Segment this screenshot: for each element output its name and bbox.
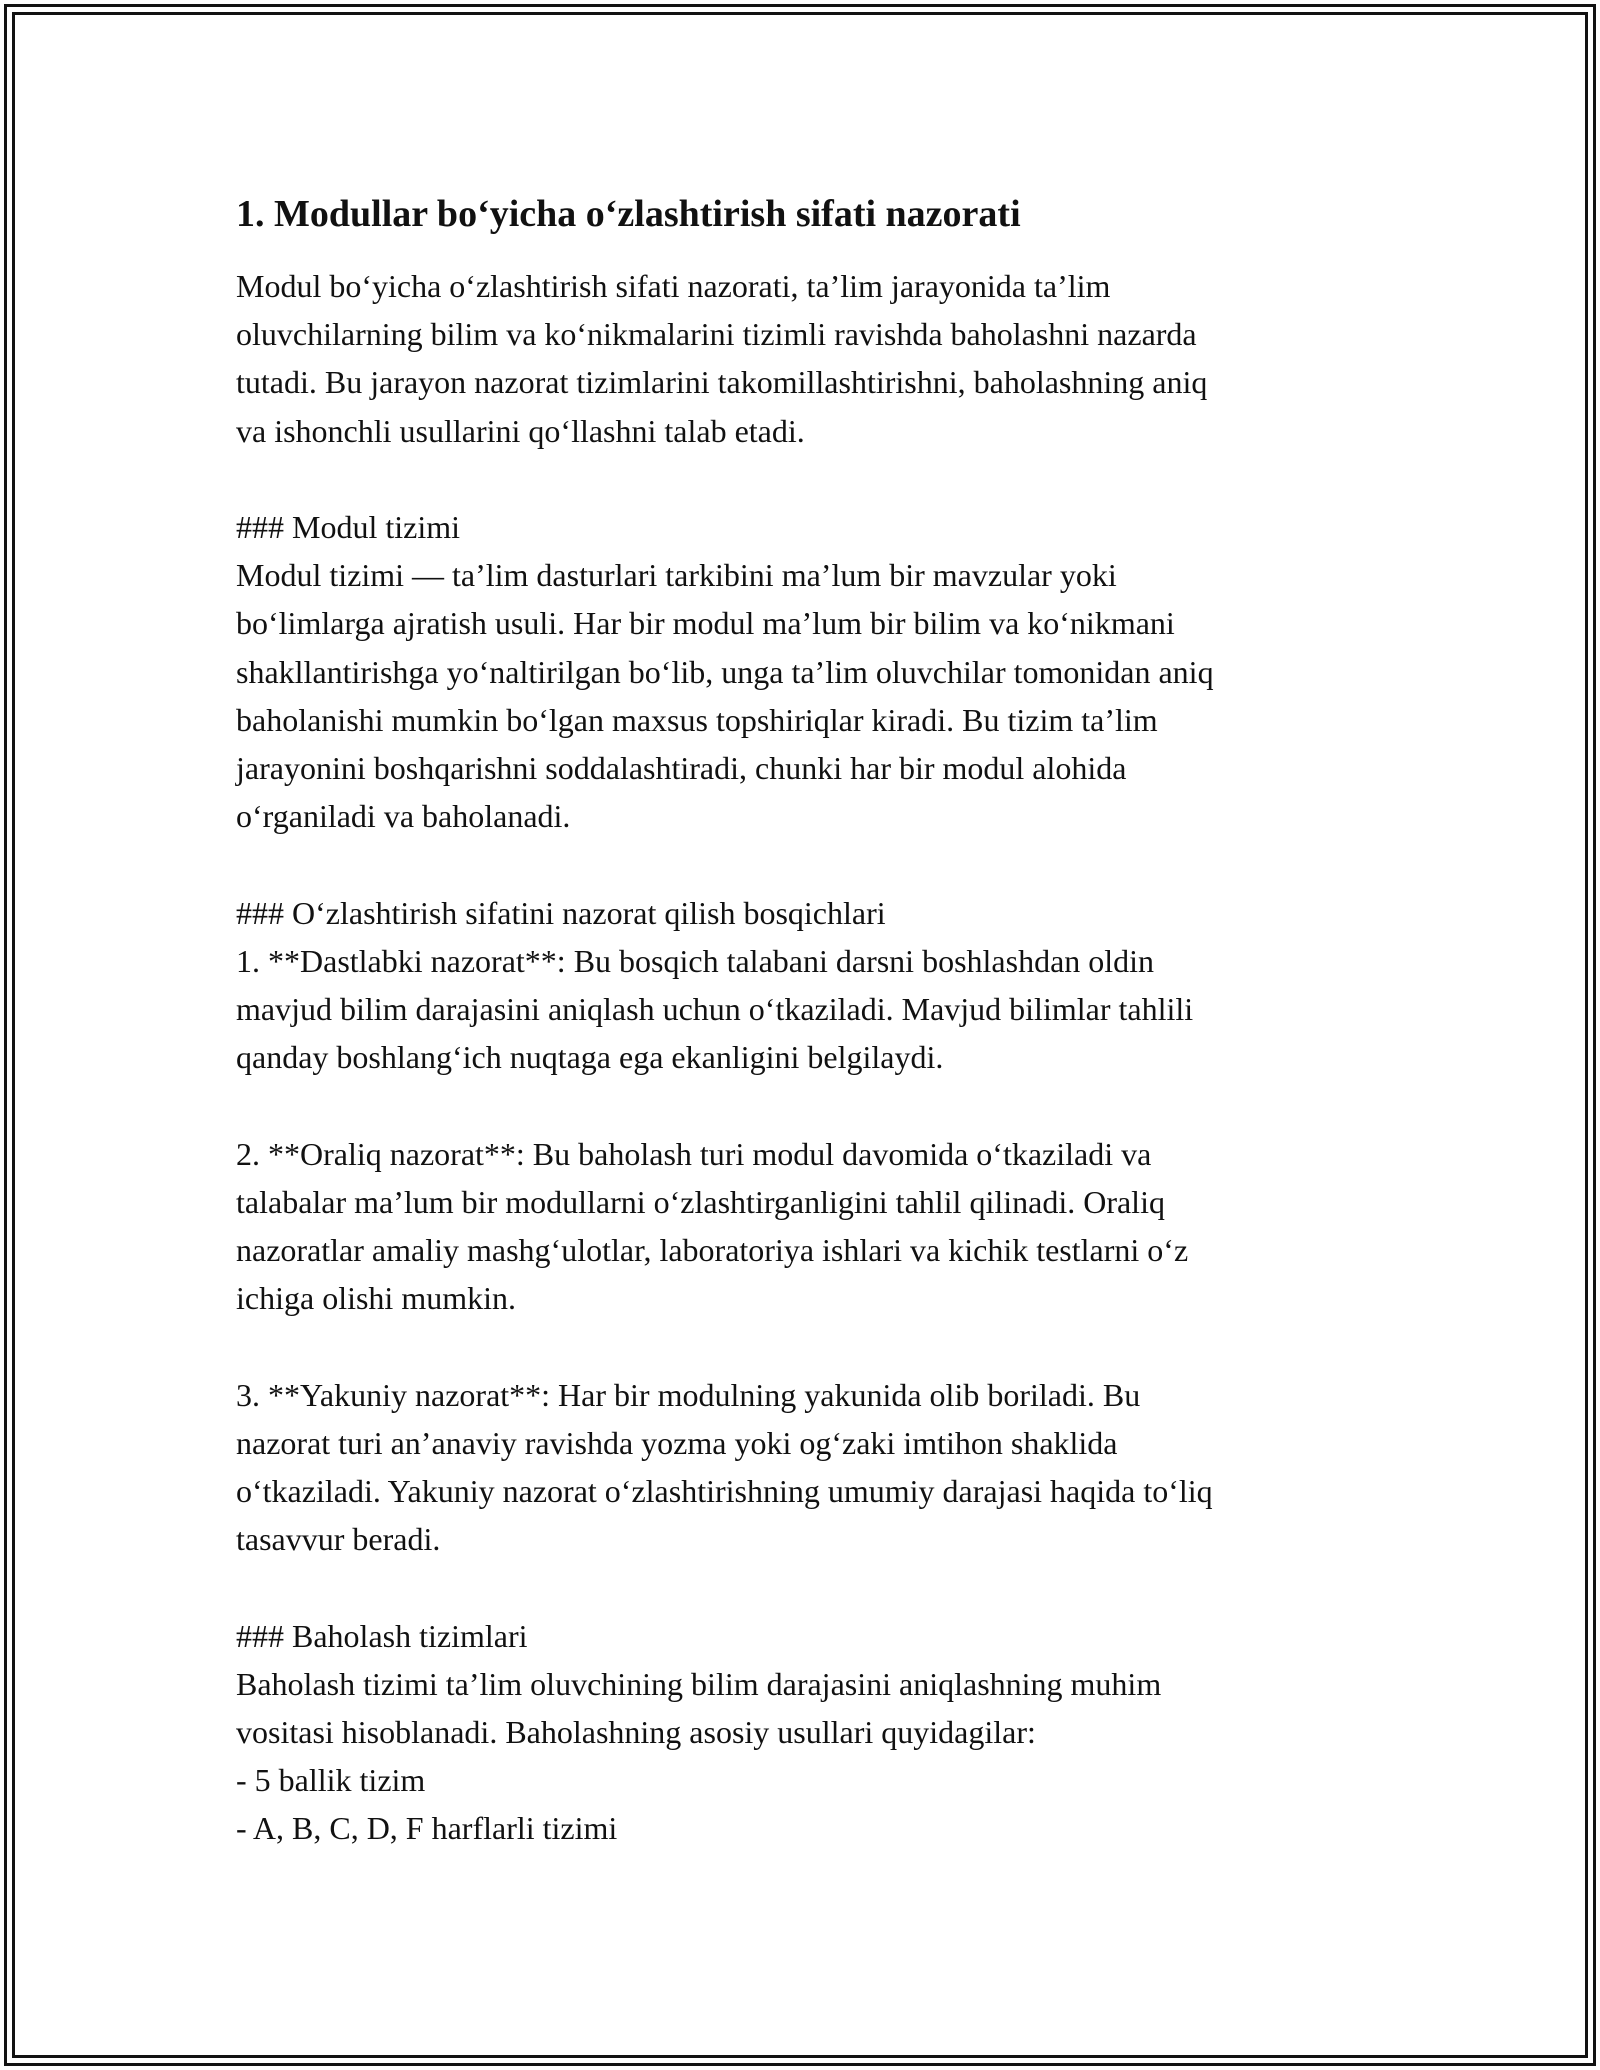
list-item: - 5 ballik tizim xyxy=(236,1762,426,1799)
text-line: talabalar ma’lum bir modullarni o‘zlashtirganligini tahlil qilinadi. Oraliq xyxy=(236,1183,1165,1220)
text-line: oluvchilarning bilim va ko‘nikmalarini tizimli ravishda baholashni nazarda xyxy=(236,316,1197,353)
section-modul-tizimi xyxy=(236,503,1376,840)
text-line: mavjud bilim darajasini aniqlash uchun o‘tkaziladi. Mavjud bilimlar tahlili xyxy=(236,991,1194,1028)
text-line: jarayonini boshqarishni soddalashtiradi, chunki har bir modul alohida xyxy=(236,750,1127,787)
text-line: Modul bo‘yicha o‘zlashtirish sifati nazorati, ta’lim jarayonida ta’lim xyxy=(236,268,1111,304)
text-line: baholanishi mumkin bo‘lgan maxsus topshiriqlar kiradi. Bu tizim ta’lim xyxy=(236,701,1158,738)
text-line: qanday boshlang‘ich nuqtaga ega ekanligini belgilaydi. xyxy=(236,1039,944,1076)
text-line: o‘rganiladi va baholanadi. xyxy=(236,798,571,835)
section-baholash-tizimlari xyxy=(236,1612,1376,1853)
text-line: 2. **Oraliq nazorat**: Bu baholash turi modul davomida o‘tkaziladi va xyxy=(236,1135,1152,1172)
text-line: va ishonchli usullarini qo‘llashni talab etadi. xyxy=(236,412,805,449)
spacer xyxy=(236,1563,1376,1611)
spacer xyxy=(236,840,1376,888)
list-item-dastlabki xyxy=(236,937,1376,1082)
spacer xyxy=(236,1322,1376,1370)
text-line: ichiga olishi mumkin. xyxy=(236,1280,516,1317)
list-item-yakuniy xyxy=(236,1371,1376,1564)
text-line: Modul tizimi — ta’lim dasturlari tarkibini ma’lum bir mavzular yoki xyxy=(236,557,1117,594)
section-heading: ### O‘zlashtirish sifatini nazorat qilish bosqichlari xyxy=(236,894,886,931)
text-line: shakllantirishga yo‘naltirilgan bo‘lib, unga ta’lim oluvchilar tomonidan aniq xyxy=(236,653,1214,690)
list-item: - A, B, C, D, F harflarli tizimi xyxy=(236,1810,618,1847)
text-line: tasavvur beradi. xyxy=(236,1521,441,1558)
section-heading: ### Baholash tizimlari xyxy=(236,1617,528,1654)
intro-paragraph xyxy=(236,262,1376,455)
section-nazorat-bosqichlari xyxy=(236,889,1376,1564)
text-line: Baholash tizimi ta’lim oluvchining bilim darajasini aniqlashning muhim xyxy=(236,1665,1162,1702)
text-line: bo‘limlarga ajratish usuli. Har bir modul ma’lum bir bilim va ko‘nikmani xyxy=(236,605,1175,642)
text-line: 3. **Yakuniy nazorat**: Har bir modulning yakunida olib boriladi. Bu xyxy=(236,1376,1141,1413)
text-line: nazorat turi an’anaviy ravishda yozma yoki og‘zaki imtihon shaklida xyxy=(236,1424,1118,1461)
list-item-oraliq xyxy=(236,1130,1376,1323)
text-line: o‘tkaziladi. Yakuniy nazorat o‘zlashtirishning umumiy darajasi haqida to‘liq xyxy=(236,1473,1213,1510)
text-line: vositasi hisoblanadi. Baholashning asosiy usullari quyidagilar: xyxy=(236,1714,1036,1751)
section-heading: ### Modul tizimi xyxy=(236,509,460,545)
document-body xyxy=(236,190,1376,1853)
spacer xyxy=(236,1081,1376,1129)
text-line: 1. **Dastlabki nazorat**: Bu bosqich talabani darsni boshlashdan oldin xyxy=(236,942,1155,979)
text-line: nazoratlar amaliy mashg‘ulotlar, laboratoriya ishlari va kichik testlarni o‘z xyxy=(236,1232,1189,1269)
document-title: 1. Modullar bo‘yicha o‘zlashtirish sifati nazorati xyxy=(236,193,1021,235)
spacer xyxy=(236,455,1376,503)
text-line: tutadi. Bu jarayon nazorat tizimlarini takomillashtirishni, baholashning aniq xyxy=(236,364,1208,401)
